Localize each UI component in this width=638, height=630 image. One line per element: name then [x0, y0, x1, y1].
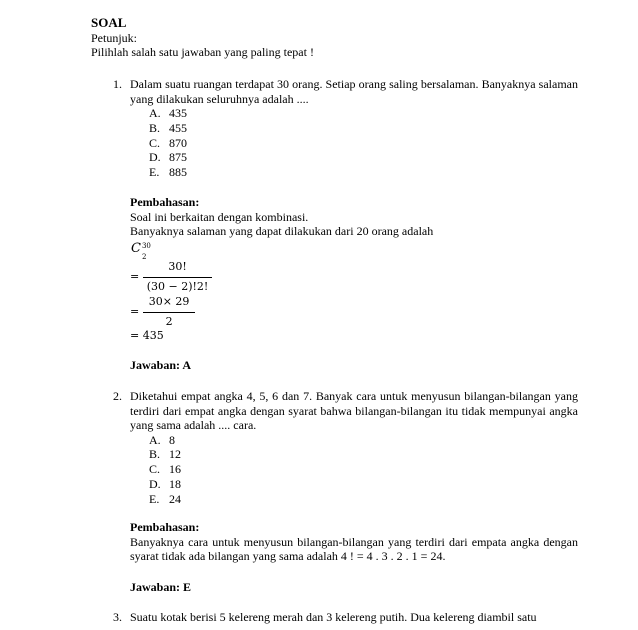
answer-2: Jawaban: E	[130, 580, 192, 594]
question-text: Diketahui empat angka 4, 5, 6 dan 7. Banyak cara untuk menyusun bilangan-bilangan yang terdiri dari empat angka dengan syarat bahwa bilangan-bilangan itu tidak mempunyai angka yang sama adalah .... cara.	[130, 389, 578, 432]
equation-line-2: = $\frac{30\times 29}{2}$	[130, 295, 195, 329]
discussion-2	[130, 520, 578, 564]
instruction-text: Pilihlah salah satu jawaban yang paling tepat !	[91, 45, 314, 59]
question-3	[113, 610, 578, 625]
question-text: Dalam suatu ruangan terdapat 30 orang. Setiap orang saling bersalaman. Banyaknya salaman yang dilakukan seluruhnya adalah ....	[130, 77, 578, 106]
question-number: 1.	[113, 77, 122, 91]
option-d: D. 18	[149, 476, 181, 491]
document-title: SOAL	[91, 15, 127, 30]
discussion-line: Banyaknya salaman yang dapat dilakukan dari 20 orang adalah	[130, 224, 434, 238]
question-number: 3.	[113, 610, 122, 624]
question-text: Suatu kotak berisi 5 kelereng merah dan 3 kelereng putih. Dua kelereng diambil satu	[130, 610, 537, 624]
equation-line-3: = 435	[130, 329, 164, 342]
combination-symbol: C 30 2	[131, 241, 151, 261]
option-b: B. 12	[149, 447, 181, 462]
option-c: C. 870	[149, 135, 187, 150]
option-c: C. 16	[149, 462, 181, 477]
option-a: A. 8	[149, 432, 175, 447]
option-a: A. 435	[149, 106, 187, 120]
option-d: D. 875	[149, 150, 187, 165]
equation-line-1: = $\frac{30!}{(30 - 2)!2!}$	[130, 260, 212, 294]
option-list	[149, 433, 578, 507]
math-working	[130, 240, 578, 345]
option-b: B. 455	[149, 120, 187, 135]
fraction: $\frac{30\times 29}{2}$	[143, 295, 196, 329]
discussion-label: Pembahasan:	[130, 195, 200, 209]
discussion-line: Soal ini berkaitan dengan kombinasi.	[130, 209, 309, 224]
option-list	[149, 106, 578, 180]
discussion-1	[130, 195, 578, 239]
discussion-label: Pembahasan:	[130, 520, 200, 534]
question-number: 2.	[113, 389, 122, 403]
answer-1: Jawaban: A	[130, 358, 192, 372]
question-1	[113, 77, 578, 180]
instruction-label: Petunjuk:	[91, 30, 138, 45]
option-e: E. 24	[149, 491, 181, 506]
option-e: E. 885	[149, 165, 187, 180]
discussion-text: Banyaknya cara untuk menyusun bilangan-bilangan yang terdiri dari empata angka dengan syarat tidak ada bilangan yang sama adalah 4 ! = 4 . 3 . 2 . 1 = 24.	[130, 534, 578, 563]
header	[91, 16, 314, 60]
question-2	[113, 389, 578, 506]
fraction: $\frac{30!}{(30 - 2)!2!}$	[143, 260, 213, 294]
